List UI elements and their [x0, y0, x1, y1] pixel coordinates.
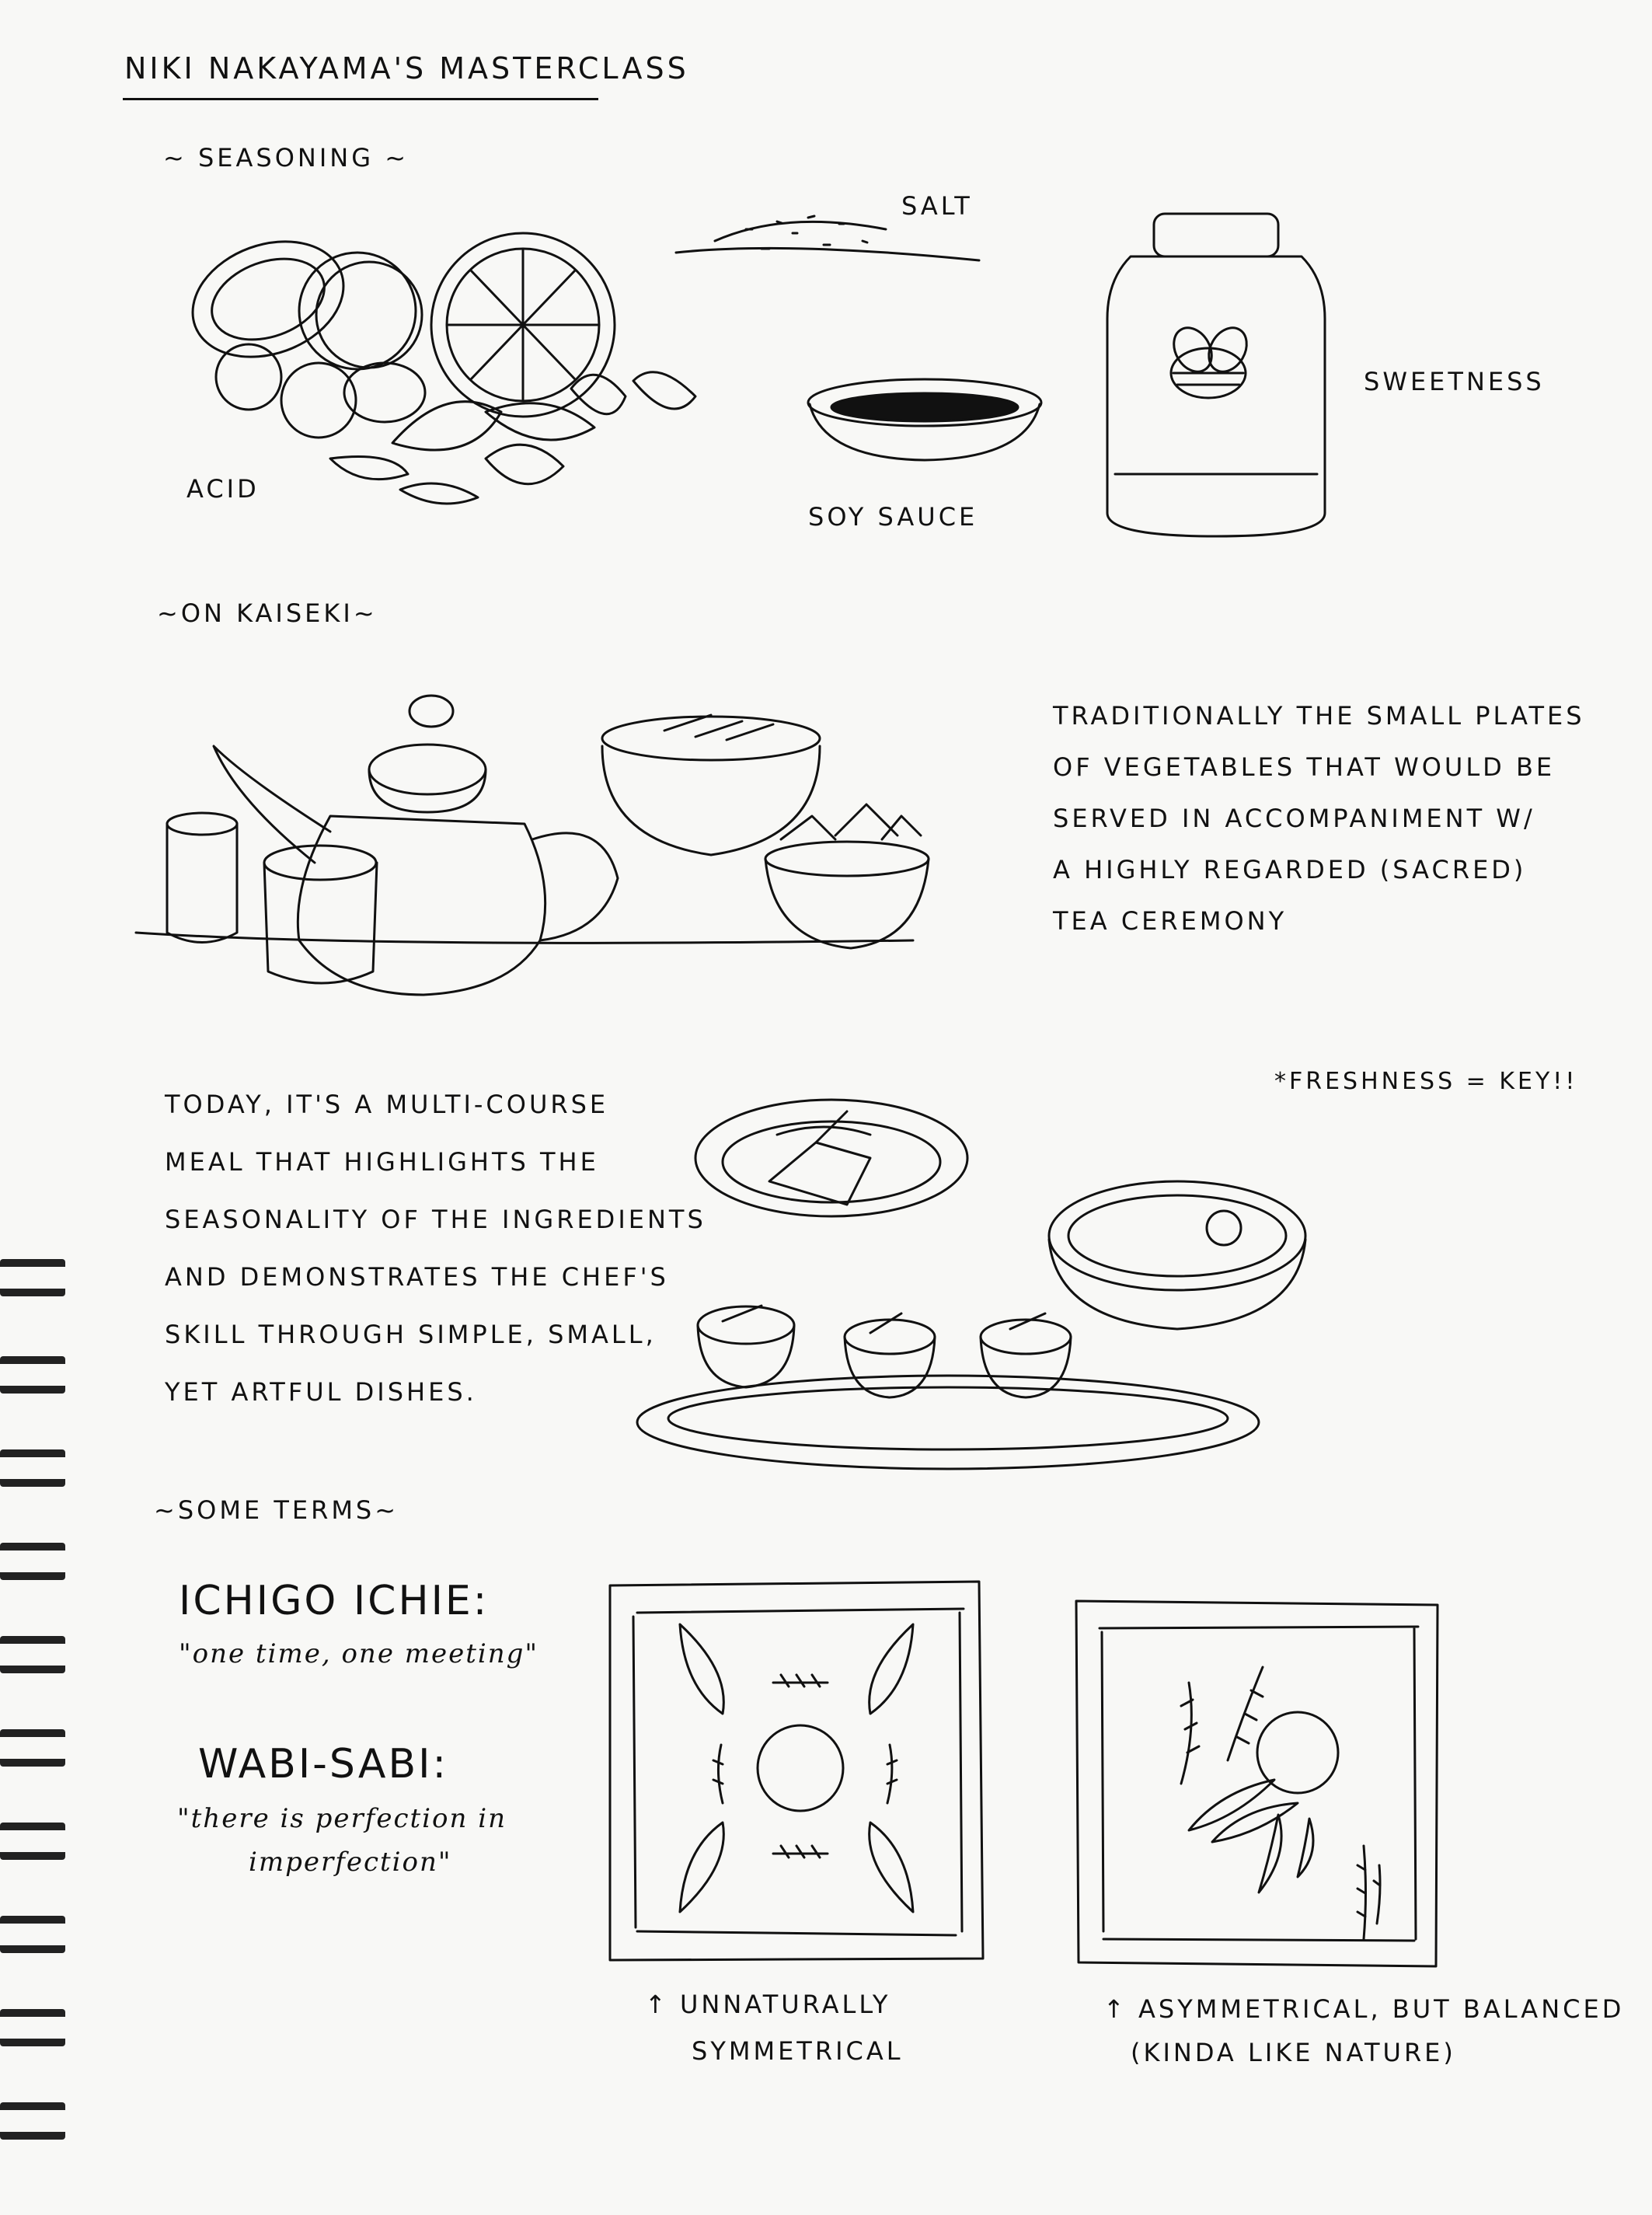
label-soy-sauce: SOY SAUCE — [808, 502, 978, 532]
label-sweetness: SWEETNESS — [1364, 367, 1545, 396]
definition-ichigo-ichie: "one time, one meeting" — [179, 1638, 539, 1669]
page-title: NIKI NAKAYAMA'S MASTERCLASS — [124, 51, 689, 85]
section-heading-terms: ~SOME TERMS~ — [154, 1495, 399, 1525]
definition-wabi-sabi-line1: "there is perfection in — [177, 1803, 507, 1834]
today-line: SEASONALITY OF THE INGREDIENTS — [165, 1205, 706, 1234]
section-heading-kaiseki: ~ON KAISEKI~ — [157, 598, 378, 628]
caption-asymmetrical-line2: (KINDA LIKE NATURE) — [1131, 2038, 1456, 2067]
today-line: YET ARTFUL DISHES. — [165, 1377, 477, 1407]
spiral-ring — [0, 1356, 65, 1394]
spiral-ring — [0, 1449, 65, 1487]
spiral-ring — [0, 1729, 65, 1767]
caption-symmetrical-line1 — [645, 1990, 890, 2019]
caption-asymmetrical-line1 — [1103, 1994, 1624, 2024]
kaiseki-line: OF VEGETABLES THAT WOULD BE — [1053, 752, 1556, 782]
caption-asymmetrical-text: ASYMMETRICAL, BUT BALANCED — [1138, 1994, 1625, 2024]
caption-symmetrical-line2: SYMMETRICAL — [692, 2036, 904, 2066]
spiral-ring — [0, 1916, 65, 1953]
up-arrow-icon: ↑ — [645, 1990, 680, 2019]
spiral-ring — [0, 2009, 65, 2046]
section-heading-seasoning: ~ SEASONING ~ — [163, 143, 409, 173]
spiral-ring — [0, 1823, 65, 1860]
asymmetrical-plate-sketch — [1072, 1597, 1445, 1970]
kaiseki-line: A HIGHLY REGARDED (SACRED) — [1053, 855, 1527, 884]
today-line: AND DEMONSTRATES THE CHEF'S — [165, 1262, 669, 1292]
up-arrow-icon: ↑ — [1103, 1994, 1138, 2024]
kaiseki-meal-sketch — [622, 1088, 1383, 1492]
today-line: SKILL THROUGH SIMPLE, SMALL, — [165, 1320, 657, 1349]
kaiseki-line: TRADITIONALLY THE SMALL PLATES — [1053, 701, 1585, 731]
freshness-note: *FRESHNESS = KEY!! — [1274, 1068, 1578, 1095]
tea-set-sketch — [136, 684, 1006, 995]
label-acid: ACID — [186, 474, 260, 504]
caption-symmetrical-text: UNNATURALLY — [679, 1990, 891, 2019]
today-line: TODAY, IT'S A MULTI-COURSE — [165, 1090, 609, 1119]
kaiseki-description — [1053, 690, 1585, 947]
term-wabi-sabi: WABI-SABI: — [198, 1741, 448, 1788]
term-ichigo-ichie: ICHIGO ICHIE: — [179, 1578, 490, 1624]
honey-jar-sketch — [1092, 210, 1340, 552]
label-salt: SALT — [901, 191, 973, 221]
spiral-ring — [0, 2102, 65, 2140]
definition-wabi-sabi-line2: imperfection" — [249, 1847, 452, 1878]
symmetrical-plate-sketch — [606, 1578, 987, 1966]
title-underline — [123, 98, 598, 100]
spiral-ring — [0, 1636, 65, 1673]
spiral-ring — [0, 1259, 65, 1296]
kaiseki-line: SERVED IN ACCOMPANIMENT W/ — [1053, 804, 1535, 833]
soy-sauce-bowl-sketch — [800, 373, 1049, 474]
spiral-ring — [0, 1543, 65, 1580]
citrus-sketch — [159, 225, 719, 560]
today-line: MEAL THAT HIGHLIGHTS THE — [165, 1147, 599, 1177]
kaiseki-line: TEA CEREMONY — [1053, 906, 1288, 936]
